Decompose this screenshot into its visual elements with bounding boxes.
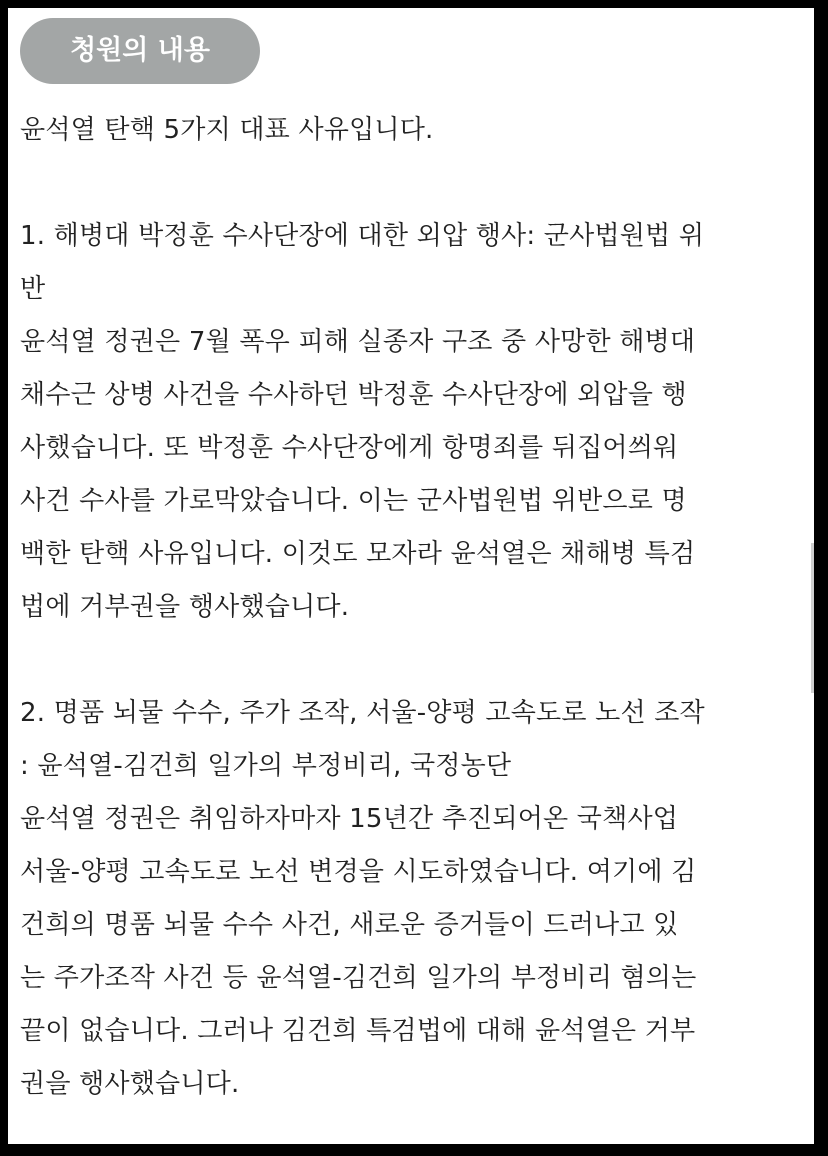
body-line: : 윤석열-김건희 일가의 부정비리, 국정농단 xyxy=(20,751,512,781)
body-line: 2. 명품 뇌물 수수, 주가 조작, 서울-양평 고속도로 노선 조작 xyxy=(20,698,705,728)
body-line: 윤석열 정권은 취임하자마자 15년간 추진되어온 국책사업 xyxy=(20,804,679,834)
body-line: 채수근 상병 사건을 수사하던 박정훈 수사단장에 외압을 행 xyxy=(20,380,687,410)
blank-line xyxy=(20,634,810,687)
body-line: 윤석열 탄핵 5가지 대표 사유입니다. xyxy=(20,115,434,145)
scrollbar-thumb[interactable] xyxy=(811,543,814,693)
body-line: 사했습니다. 또 박정훈 수사단장에게 항명죄를 뒤집어씌워 xyxy=(20,433,679,463)
body-line: 권을 행사했습니다. xyxy=(20,1069,240,1099)
body-line: 사건 수사를 가로막았습니다. 이는 군사법원법 위반으로 명 xyxy=(20,486,687,516)
petition-content-panel xyxy=(8,8,814,1144)
body-line: 백한 탄핵 사유입니다. 이것도 모자라 윤석열은 채해병 특검 xyxy=(20,539,696,569)
body-line: 법에 거부권을 행사했습니다. xyxy=(20,592,350,622)
body-line: 1. 해병대 박정훈 수사단장에 대한 외압 행사: 군사법원법 위 xyxy=(20,221,705,251)
section-title-badge: 청원의 내용 xyxy=(20,18,260,84)
blank-line xyxy=(20,157,810,210)
body-line: 반 xyxy=(20,274,46,304)
body-line: 는 주가조작 사건 등 윤석열-김건희 일가의 부정비리 혐의는 xyxy=(20,963,697,993)
petition-body xyxy=(20,104,810,1111)
body-line: 윤석열 정권은 7월 폭우 피해 실종자 구조 중 사망한 해병대 xyxy=(20,327,696,357)
body-line: 건희의 명품 뇌물 수수 사건, 새로운 증거들이 드러나고 있 xyxy=(20,910,679,940)
body-line: 끝이 없습니다. 그러나 김건희 특검법에 대해 윤석열은 거부 xyxy=(20,1016,696,1046)
body-line: 서울-양평 고속도로 노선 변경을 시도하였습니다. 여기에 김 xyxy=(20,857,697,887)
